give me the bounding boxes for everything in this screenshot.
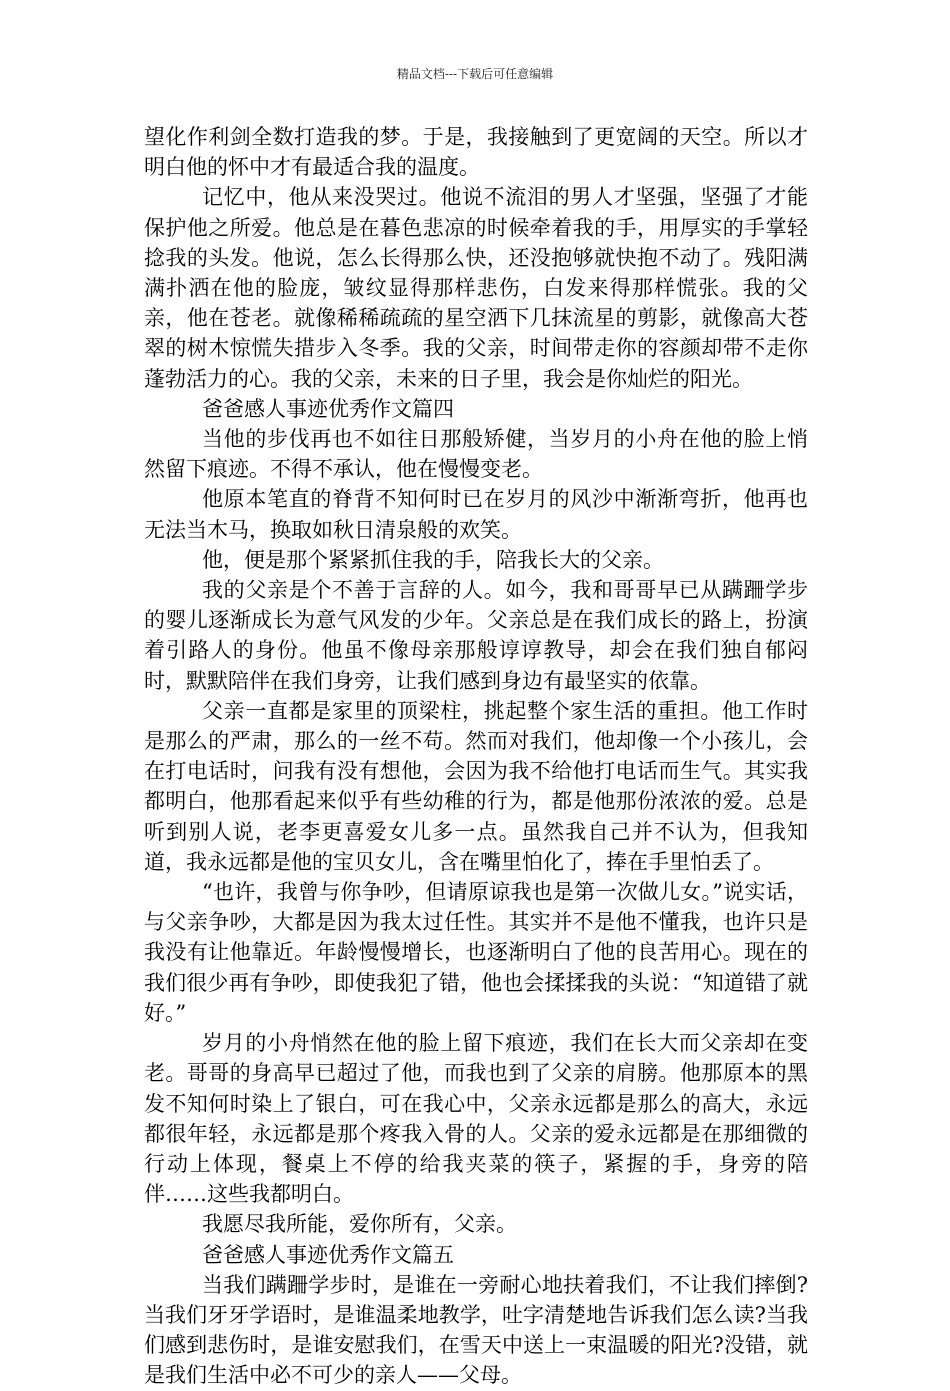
paragraph: 当他的步伐再也不如往日那般矫健，当岁月的小舟在他的脸上悄然留下痕迹。不得不承认，他在慢慢变老。	[144, 427, 808, 482]
paragraph: 岁月的小舟悄然在他的脸上留下痕迹，我们在长大而父亲却在变老。哥哥的身高早已超过了他，而我也到了父亲的肩膀。他那原本的黑发不知何时染上了银白，可在我心中，父亲永远都是那么的高大，永远都很年轻，永远都是那个疼我入骨的人。父亲的爱永远都是在那细微的行动上体现，餐桌上不停的给我夹菜的筷子，紧握的手，身旁的陪伴……这些我都明白。	[144, 1031, 808, 1207]
paragraph: 我愿尽我所能，爱你所有，父亲。	[202, 1212, 517, 1237]
section-heading: 爸爸感人事迹优秀作文篇四	[202, 396, 454, 421]
paragraph: 我的父亲是个不善于言辞的人。如今，我和哥哥早已从蹒跚学步的婴儿逐渐成长为意气风发的少年。父亲总是在我们成长的路上，扮演着引路人的身份。他虽不像母亲那般谆谆教导，却会在我们独自郁闷时，默默陪伴在我们身旁，让我们感到身边有最坚实的依靠。	[144, 578, 808, 693]
document-body	[144, 122, 808, 1391]
paragraph: “也许，我曾与你争吵，但请原谅我也是第一次做儿女。”说实话，与父亲争吵，大都是因为我太过任性。其实并不是他不懂我，也许只是我没有让他靠近。年龄慢慢增长，也逐渐明白了他的良苦用心。现在的我们很少再有争吵，即使我犯了错，他也会揉揉我的头说：“知道错了就好。”	[144, 880, 808, 1025]
paragraph: 记忆中，他从来没哭过。他说不流泪的男人才坚强，坚强了才能保护他之所爱。他总是在暮色悲凉的时候牵着我的手，用厚实的手掌轻捻我的头发。他说，怎么长得那么快，还没抱够就快抱不动了。残阳满满扑洒在他的脸庞，皱纹显得那样悲伤，白发来得那样慌张。我的父亲，他在苍老。就像稀稀疏疏的星空洒下几抹流星的剪影，就像高大苍翠的树木惊慌失措步入冬季。我的父亲，时间带走你的容颜却带不走你蓬勃活力的心。我的父亲，未来的日子里，我会是你灿烂的阳光。	[144, 185, 808, 391]
page-header: 精品文档---下载后可任意编辑	[396, 67, 554, 81]
paragraph: 当我们蹒跚学步时，是谁在一旁耐心地扶着我们，不让我们摔倒?当我们牙牙学语时，是谁温柔地教学，吐字清楚地告诉我们怎么读?当我们感到悲伤时，是谁安慰我们，在雪天中送上一束温暖的阳光?没错，就是我们生活中必不可少的亲人——父母。	[144, 1272, 808, 1388]
paragraph: 望化作利剑全数打造我的梦。于是，我接触到了更宽阔的天空。所以才明白他的怀中才有最适合我的温度。	[144, 125, 808, 180]
paragraph: 他原本笔直的脊背不知何时已在岁月的风沙中渐渐弯折，他再也无法当木马，换取如秋日清泉般的欢笑。	[144, 487, 808, 542]
paragraph: 他，便是那个紧紧抓住我的手，陪我长大的父亲。	[202, 547, 664, 572]
paragraph: 父亲一直都是家里的顶梁柱，挑起整个家生活的重担。他工作时是那么的严肃，那么的一丝不苟。然而对我们，他却像一个小孩儿，会在打电话时，问我有没有想他，会因为我不给他打电话而生气。其实我都明白，他那看起来似乎有些幼稚的行为，都是他那份浓浓的爱。总是听到别人说，老李更喜爱女儿多一点。虽然我自己并不认为，但我知道，我永远都是他的宝贝女儿，含在嘴里怕化了，捧在手里怕丢了。	[144, 698, 808, 874]
section-heading: 爸爸感人事迹优秀作文篇五	[202, 1242, 454, 1267]
